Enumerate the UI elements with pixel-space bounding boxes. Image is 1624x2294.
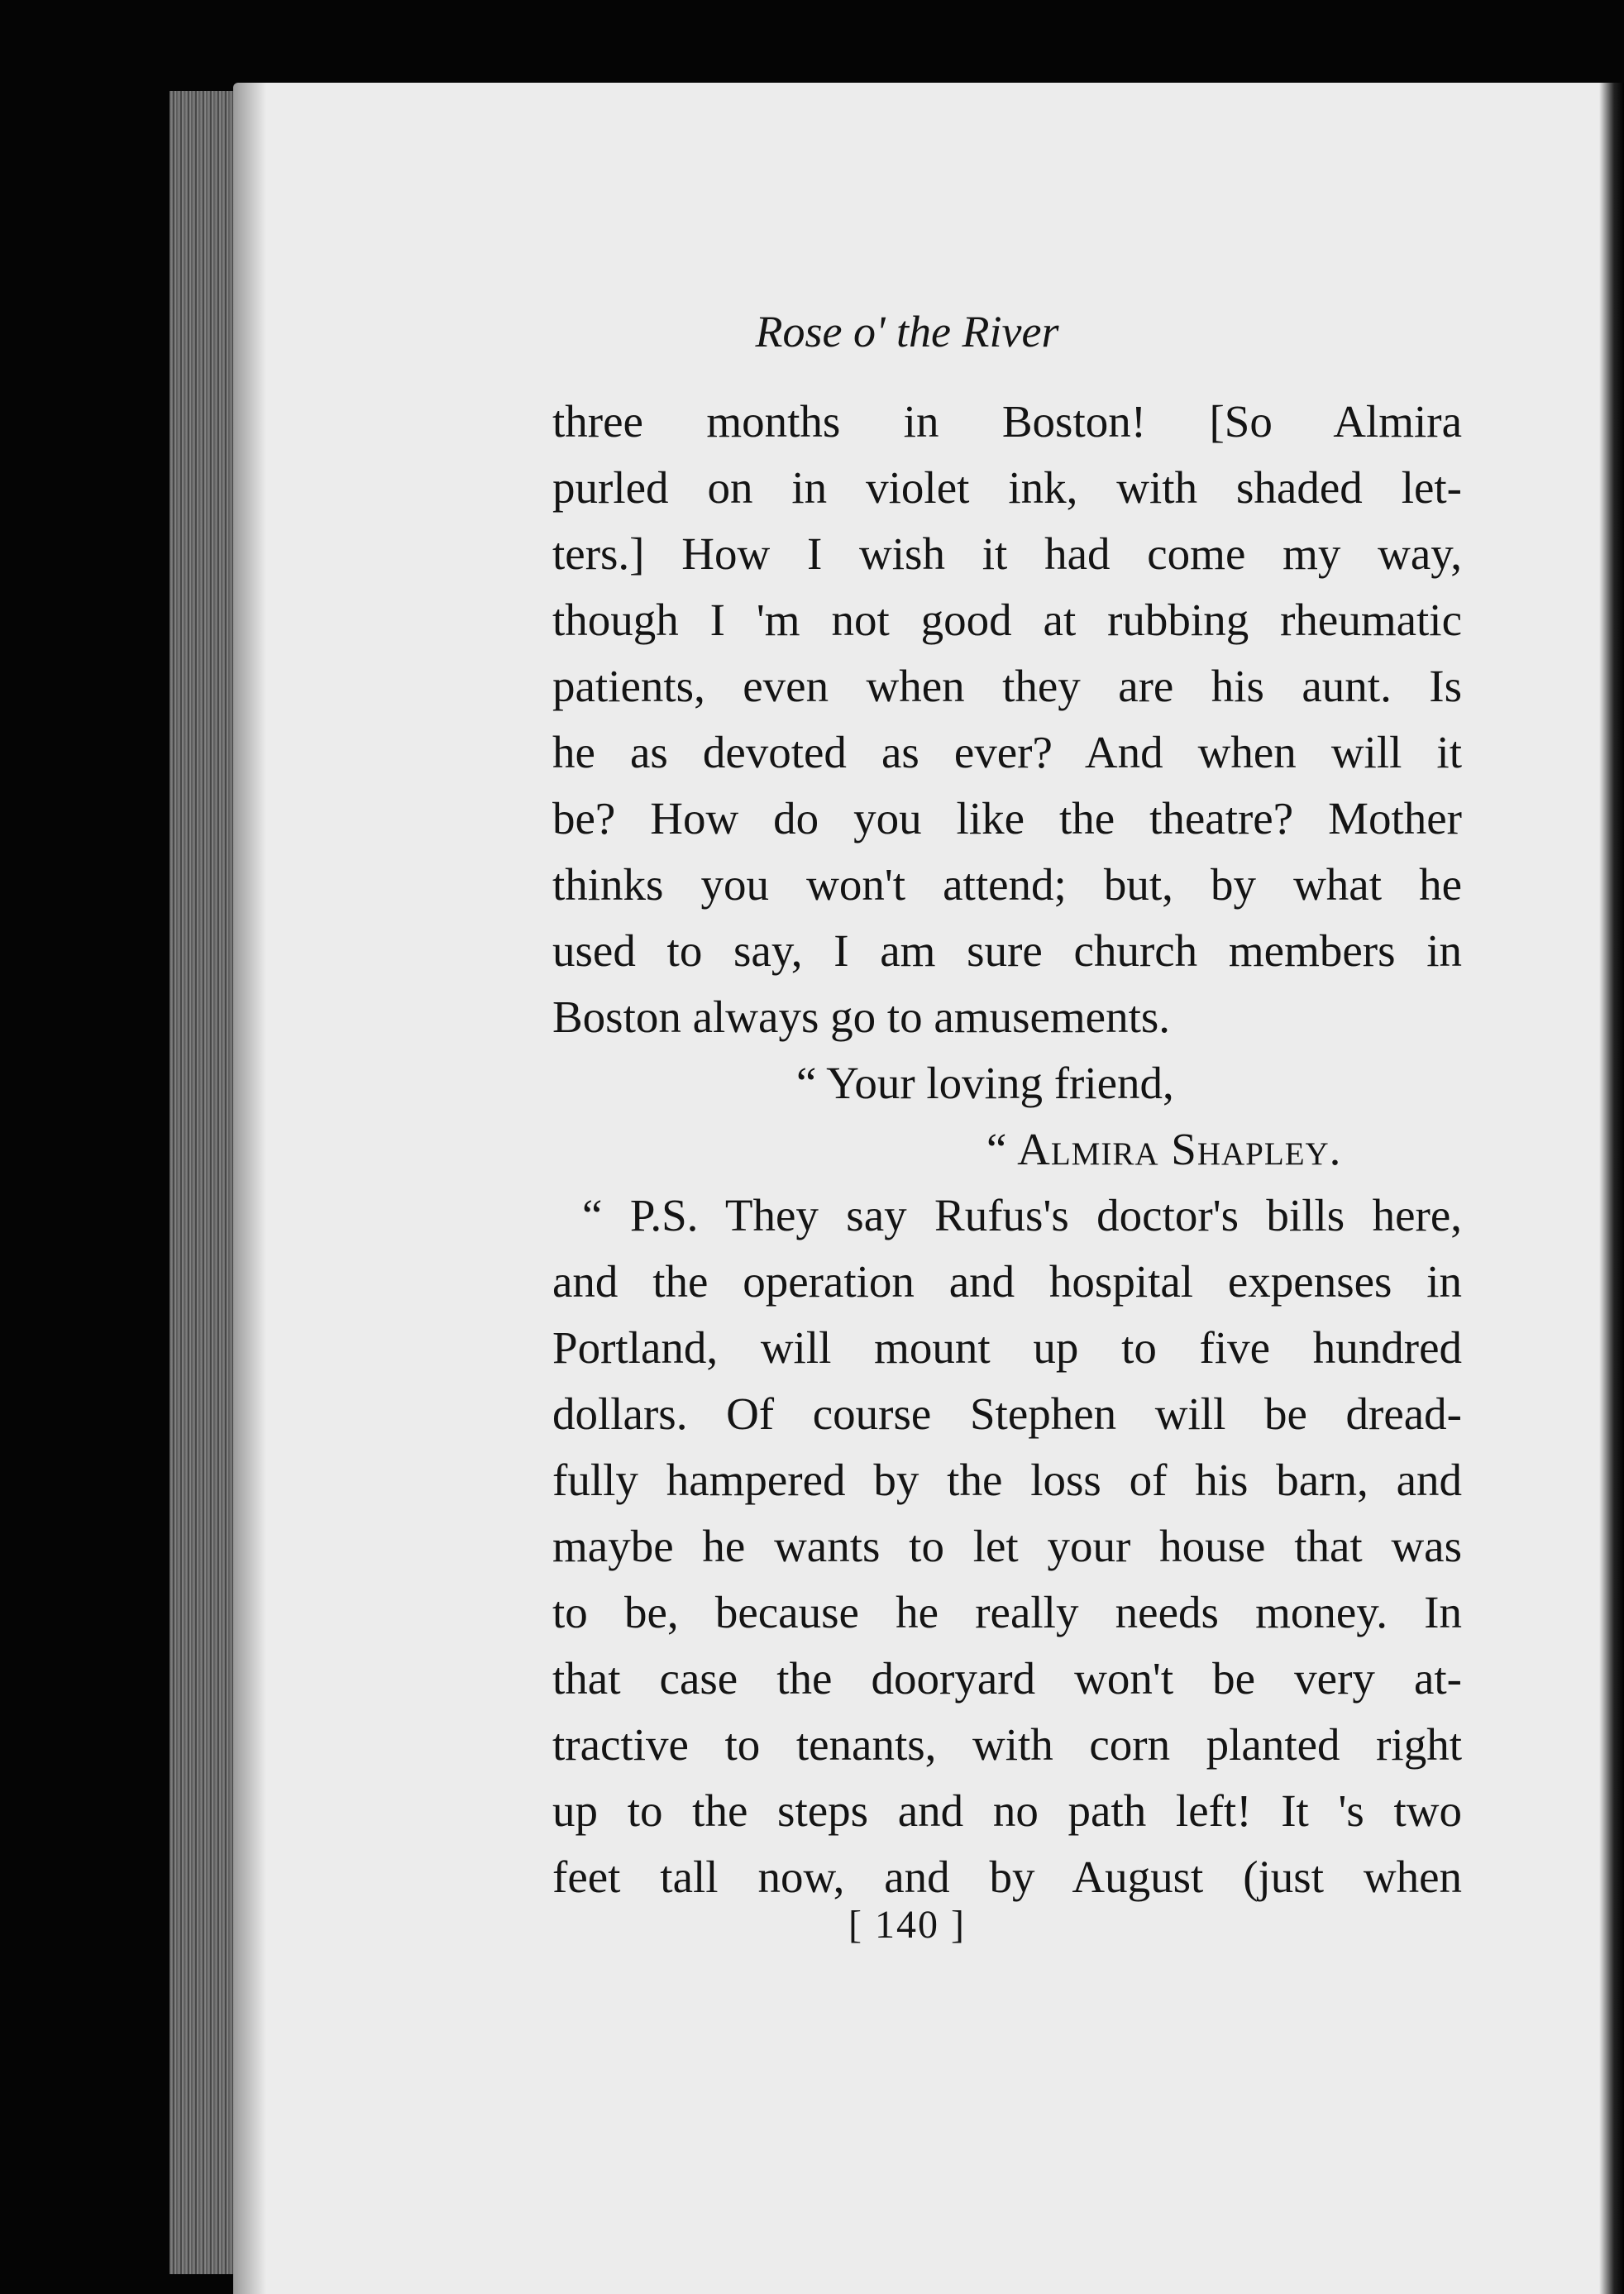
postscript-line: Portland, will mount up to five hundred — [552, 1322, 1462, 1373]
postscript-line: tractive to tenants, with corn planted right — [552, 1719, 1462, 1770]
text-line: used to say, I am sure church members in — [552, 925, 1462, 976]
postscript-line: fully hampered by the loss of his barn, and — [552, 1455, 1462, 1505]
postscript-line: dollars. Of course Stephen will be dread- — [552, 1388, 1462, 1439]
postscript-line: to be, because he really needs money. In — [552, 1587, 1462, 1637]
page-right-edge — [1599, 83, 1624, 2294]
postscript-line: “ P.S. They say Rufus's doctor's bills here, — [582, 1190, 1462, 1240]
body-text — [552, 389, 1462, 1910]
text-line: purled on in violet ink, with shaded let- — [552, 462, 1462, 513]
postscript-line: feet tall now, and by August (just when — [552, 1852, 1462, 1902]
text-line: be? How do you like the theatre? Mother — [552, 793, 1462, 844]
gutter-shadow — [233, 83, 266, 2294]
postscript-line: and the operation and hospital expenses in — [552, 1256, 1462, 1307]
text-line: three months in Boston! [So Almira — [552, 396, 1462, 447]
postscript-line: maybe he wants to let your house that was — [552, 1521, 1462, 1571]
text-line: patients, even when they are his aunt. Is — [552, 661, 1462, 711]
postscript-line: up to the steps and no path left! It 's two — [552, 1785, 1462, 1836]
letter-signature: “ Almira Shapley. — [986, 1124, 1342, 1174]
letter-salutation: “ Your loving friend, — [796, 1058, 1174, 1108]
text-line: ters.] How I wish it had come my way, — [552, 528, 1462, 579]
text-line: he as devoted as ever? And when will it — [552, 727, 1462, 777]
text-line: Boston always go to amusements. — [552, 992, 1171, 1042]
postscript-line: that case the dooryard won't be very at- — [552, 1653, 1462, 1704]
text-line: though I 'm not good at rubbing rheumatic — [552, 595, 1462, 645]
page-number: [ 140 ] — [848, 1903, 966, 1947]
text-line: thinks you won't attend; but, by what he — [552, 859, 1462, 910]
running-head: Rose o' the River — [755, 307, 1059, 356]
